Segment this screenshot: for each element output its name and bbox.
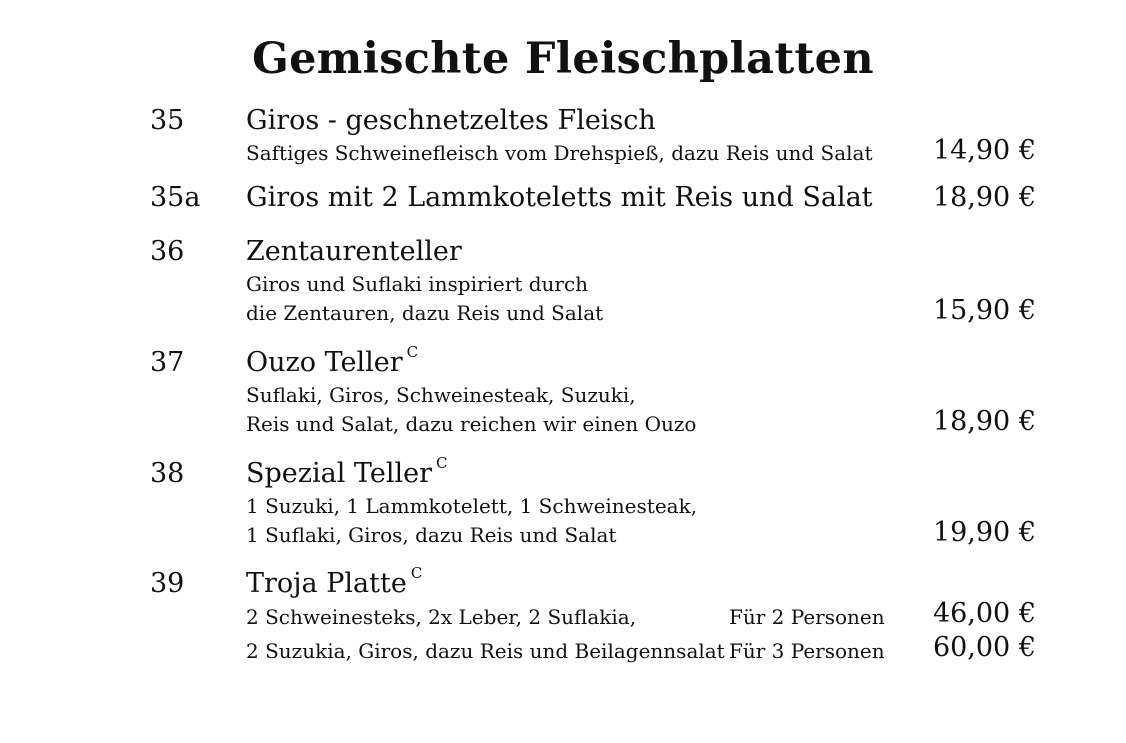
item-price: 46,00 € — [932, 598, 1036, 629]
item-description: Reis und Salat, dazu reichen wir einen Ouzo — [246, 412, 697, 436]
item-number: 37 — [150, 347, 185, 378]
item-name-text: Troja Platte — [246, 568, 407, 599]
item-price: 60,00 € — [932, 632, 1036, 663]
allergen-marker: C — [406, 343, 419, 361]
item-price: 19,90 € — [932, 517, 1036, 548]
item-description: 2 Suzukia, Giros, dazu Reis und Beilagennsalat — [246, 639, 725, 663]
item-name: Giros mit 2 Lammkoteletts mit Reis und Salat — [246, 182, 873, 213]
item-number: 39 — [150, 568, 185, 599]
persons-label: Für 3 Personen — [729, 639, 885, 663]
item-name — [246, 564, 423, 599]
item-price: 14,90 € — [932, 135, 1036, 166]
item-description: Saftiges Schweinefleisch vom Drehspieß, dazu Reis und Salat — [246, 141, 873, 165]
item-name-text: Ouzo Teller — [246, 347, 403, 378]
item-price: 15,90 € — [932, 295, 1036, 326]
item-name: Giros - geschnetzeltes Fleisch — [246, 105, 656, 136]
item-description: Giros und Suflaki inspiriert durch — [246, 272, 589, 296]
allergen-marker: C — [410, 564, 423, 582]
item-name-text: Spezial Teller — [246, 458, 432, 489]
item-description: 2 Schweinesteks, 2x Leber, 2 Suflakia, — [246, 605, 637, 629]
persons-label: Für 2 Personen — [729, 605, 885, 629]
item-price: 18,90 € — [932, 182, 1036, 213]
item-description: 1 Suflaki, Giros, dazu Reis und Salat — [246, 523, 617, 547]
item-description: die Zentauren, dazu Reis und Salat — [246, 301, 604, 325]
item-number: 35 — [150, 105, 185, 136]
item-name: Zentaurenteller — [246, 236, 462, 267]
item-number: 36 — [150, 236, 185, 267]
item-number: 38 — [150, 458, 185, 489]
page-title: Gemischte Fleischplatten — [252, 34, 874, 84]
item-name — [246, 343, 419, 378]
item-description: Suflaki, Giros, Schweinesteak, Suzuki, — [246, 383, 636, 407]
item-price: 18,90 € — [932, 406, 1036, 437]
item-description: 1 Suzuki, 1 Lammkotelett, 1 Schweinesteak, — [246, 494, 698, 518]
item-name — [246, 454, 448, 489]
allergen-marker: C — [435, 454, 448, 472]
item-number: 35a — [150, 182, 201, 213]
